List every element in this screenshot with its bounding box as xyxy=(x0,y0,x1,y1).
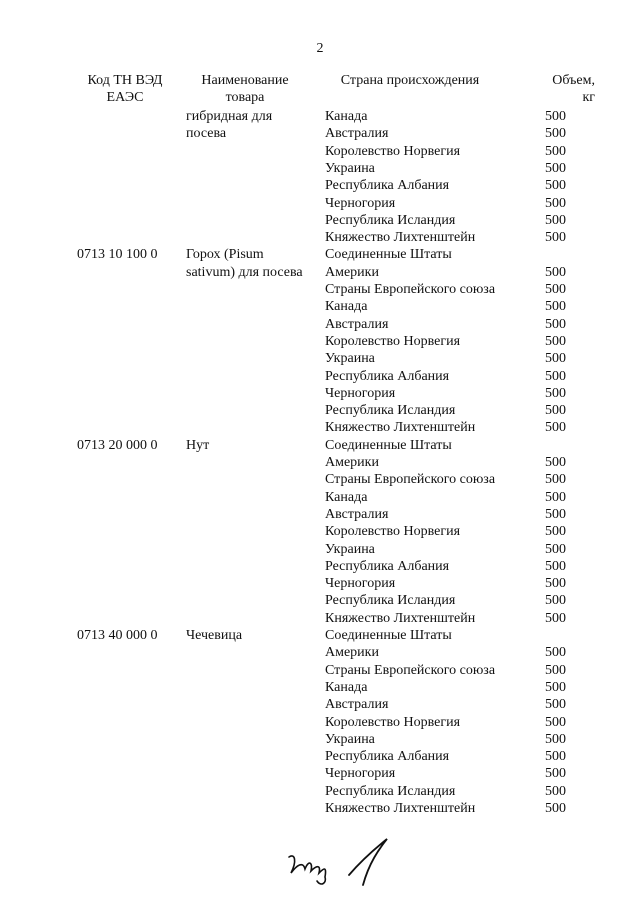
table-row xyxy=(0,748,640,765)
volume-cell: 500 xyxy=(545,783,566,799)
volume-cell: 500 xyxy=(545,558,566,574)
volume-cell: 500 xyxy=(545,593,566,609)
table-row xyxy=(0,212,640,229)
country-cell: Страны Европейского союза xyxy=(325,472,496,488)
country-cell: Княжество Лихтенштейн xyxy=(325,801,476,816)
table-row xyxy=(0,246,640,263)
volume-cell: 500 xyxy=(545,316,566,332)
code-cell: 0713 40 000 0 xyxy=(77,628,158,643)
header-country xyxy=(310,72,510,89)
country-cell: Черногория xyxy=(325,766,396,782)
volume-cell: 500 xyxy=(545,212,566,228)
table-row xyxy=(0,195,640,212)
country-cell: Республика Албания xyxy=(325,178,450,194)
country-cell: Украина xyxy=(325,351,375,367)
table-row xyxy=(0,489,640,506)
table-row xyxy=(0,471,640,488)
country-cell: Страны Европейского союза xyxy=(325,662,496,678)
header-code xyxy=(70,72,180,106)
country-cell: Королевство Норвегия xyxy=(325,143,461,159)
table-row xyxy=(0,229,640,246)
table-row xyxy=(0,575,640,592)
table-row xyxy=(0,419,640,436)
table-row xyxy=(0,696,640,713)
country-cell: Республика Исландия xyxy=(325,403,456,419)
country-cell: Украина xyxy=(325,731,375,747)
name-cell: Горох (Pisum xyxy=(186,247,264,263)
header-volume xyxy=(515,72,595,106)
table-row xyxy=(0,783,640,800)
name-cell: посева xyxy=(186,126,227,142)
name-cell: гибридная для xyxy=(186,109,273,124)
volume-cell: 500 xyxy=(545,455,566,470)
header-volume-line: Объем, xyxy=(552,73,595,88)
volume-cell: 500 xyxy=(545,576,566,592)
country-cell: Украина xyxy=(325,160,375,176)
country-cell: Республика Албания xyxy=(325,749,450,765)
country-cell: Австралия xyxy=(325,697,389,713)
volume-cell: 500 xyxy=(545,506,566,522)
volume-cell: 500 xyxy=(545,489,566,505)
country-cell: Королевство Норвегия xyxy=(325,714,461,730)
volume-cell: 500 xyxy=(545,403,566,419)
country-cell: Канада xyxy=(325,679,368,695)
table-row xyxy=(0,541,640,558)
table-row xyxy=(0,316,640,333)
header-name-line: Наименование xyxy=(201,73,289,88)
table-row xyxy=(0,108,640,125)
table-row xyxy=(0,385,640,402)
country-cell: Америки xyxy=(325,455,379,470)
table-row xyxy=(0,177,640,194)
country-cell: Республика Исландия xyxy=(325,212,456,228)
table-row xyxy=(0,592,640,609)
volume-cell: 500 xyxy=(545,282,566,297)
volume-cell: 500 xyxy=(545,645,566,661)
volume-cell: 500 xyxy=(545,126,566,142)
country-cell: Княжество Лихтенштейн xyxy=(325,420,476,436)
table-row xyxy=(0,454,640,471)
volume-cell: 500 xyxy=(545,333,566,349)
table-row xyxy=(0,662,640,679)
header-code-line: Код ТН ВЭД xyxy=(87,73,163,88)
table-row xyxy=(0,679,640,696)
country-cell: Королевство Норвегия xyxy=(325,333,461,349)
header-name xyxy=(180,72,310,106)
country-cell: Республика Исландия xyxy=(325,593,456,609)
signature xyxy=(283,835,403,890)
table-row xyxy=(0,160,640,177)
country-cell: Австралия xyxy=(325,126,389,142)
country-cell: Княжество Лихтенштейн xyxy=(325,610,476,626)
volume-cell: 500 xyxy=(545,420,566,436)
country-cell: Республика Албания xyxy=(325,368,450,384)
country-cell: Страны Европейского союза xyxy=(325,282,496,297)
table-row xyxy=(0,644,640,661)
volume-cell: 500 xyxy=(545,299,566,315)
volume-cell: 500 xyxy=(545,541,566,557)
volume-cell: 500 xyxy=(545,697,566,713)
table-row xyxy=(0,627,640,644)
table-row xyxy=(0,506,640,523)
header-code-line: ЕАЭС xyxy=(106,90,144,105)
volume-cell: 500 xyxy=(545,731,566,747)
table-row xyxy=(0,558,640,575)
country-cell: Канада xyxy=(325,299,368,315)
volume-cell: 500 xyxy=(545,679,566,695)
table-row xyxy=(0,402,640,419)
country-cell: Соединенные Штаты xyxy=(325,247,452,263)
volume-cell: 500 xyxy=(545,109,566,124)
country-cell: Австралия xyxy=(325,316,389,332)
volume-cell: 500 xyxy=(545,178,566,194)
table-row xyxy=(0,523,640,540)
volume-cell: 500 xyxy=(545,264,566,280)
header-volume-line: кг xyxy=(582,90,595,105)
country-cell: Австралия xyxy=(325,506,389,522)
volume-cell: 500 xyxy=(545,230,566,246)
page-number: 2 xyxy=(316,41,324,56)
header-country-line: Страна происхождения xyxy=(340,73,480,88)
volume-cell: 500 xyxy=(545,195,566,211)
country-cell: Королевство Норвегия xyxy=(325,524,461,540)
country-cell: Канада xyxy=(325,109,368,124)
table-row xyxy=(0,437,640,454)
country-cell: Черногория xyxy=(325,576,396,592)
table-row xyxy=(0,765,640,782)
country-cell: Княжество Лихтенштейн xyxy=(325,230,476,246)
country-cell: Черногория xyxy=(325,385,396,401)
country-cell: Соединенные Штаты xyxy=(325,628,452,643)
table-row xyxy=(0,731,640,748)
table-row xyxy=(0,714,640,731)
table-row xyxy=(0,125,640,142)
country-cell: Украина xyxy=(325,541,375,557)
volume-cell: 500 xyxy=(545,143,566,159)
table-row xyxy=(0,333,640,350)
table-row xyxy=(0,143,640,160)
country-cell: Америки xyxy=(325,645,379,661)
volume-cell: 500 xyxy=(545,368,566,384)
name-cell: Чечевица xyxy=(186,628,243,643)
country-cell: Республика Исландия xyxy=(325,783,456,799)
table-row xyxy=(0,264,640,281)
name-cell: sativum) для посева xyxy=(186,264,303,280)
table-row xyxy=(0,298,640,315)
code-cell: 0713 10 100 0 xyxy=(77,247,158,263)
country-cell: Америки xyxy=(325,264,379,280)
country-cell: Черногория xyxy=(325,195,396,211)
volume-cell: 500 xyxy=(545,524,566,540)
name-cell: Нут xyxy=(186,437,210,453)
table-row xyxy=(0,368,640,385)
table-row xyxy=(0,350,640,367)
country-cell: Канада xyxy=(325,489,368,505)
country-cell: Соединенные Штаты xyxy=(325,437,452,453)
table-row xyxy=(0,800,640,817)
volume-cell: 500 xyxy=(545,351,566,367)
header-name-line: товара xyxy=(225,90,265,105)
volume-cell: 500 xyxy=(545,766,566,782)
volume-cell: 500 xyxy=(545,160,566,176)
volume-cell: 500 xyxy=(545,610,566,626)
volume-cell: 500 xyxy=(545,714,566,730)
volume-cell: 500 xyxy=(545,472,566,488)
table-row xyxy=(0,281,640,298)
table-row xyxy=(0,610,640,627)
volume-cell: 500 xyxy=(545,662,566,678)
country-cell: Республика Албания xyxy=(325,558,450,574)
volume-cell: 500 xyxy=(545,385,566,401)
volume-cell: 500 xyxy=(545,749,566,765)
volume-cell: 500 xyxy=(545,801,566,816)
code-cell: 0713 20 000 0 xyxy=(77,437,158,453)
